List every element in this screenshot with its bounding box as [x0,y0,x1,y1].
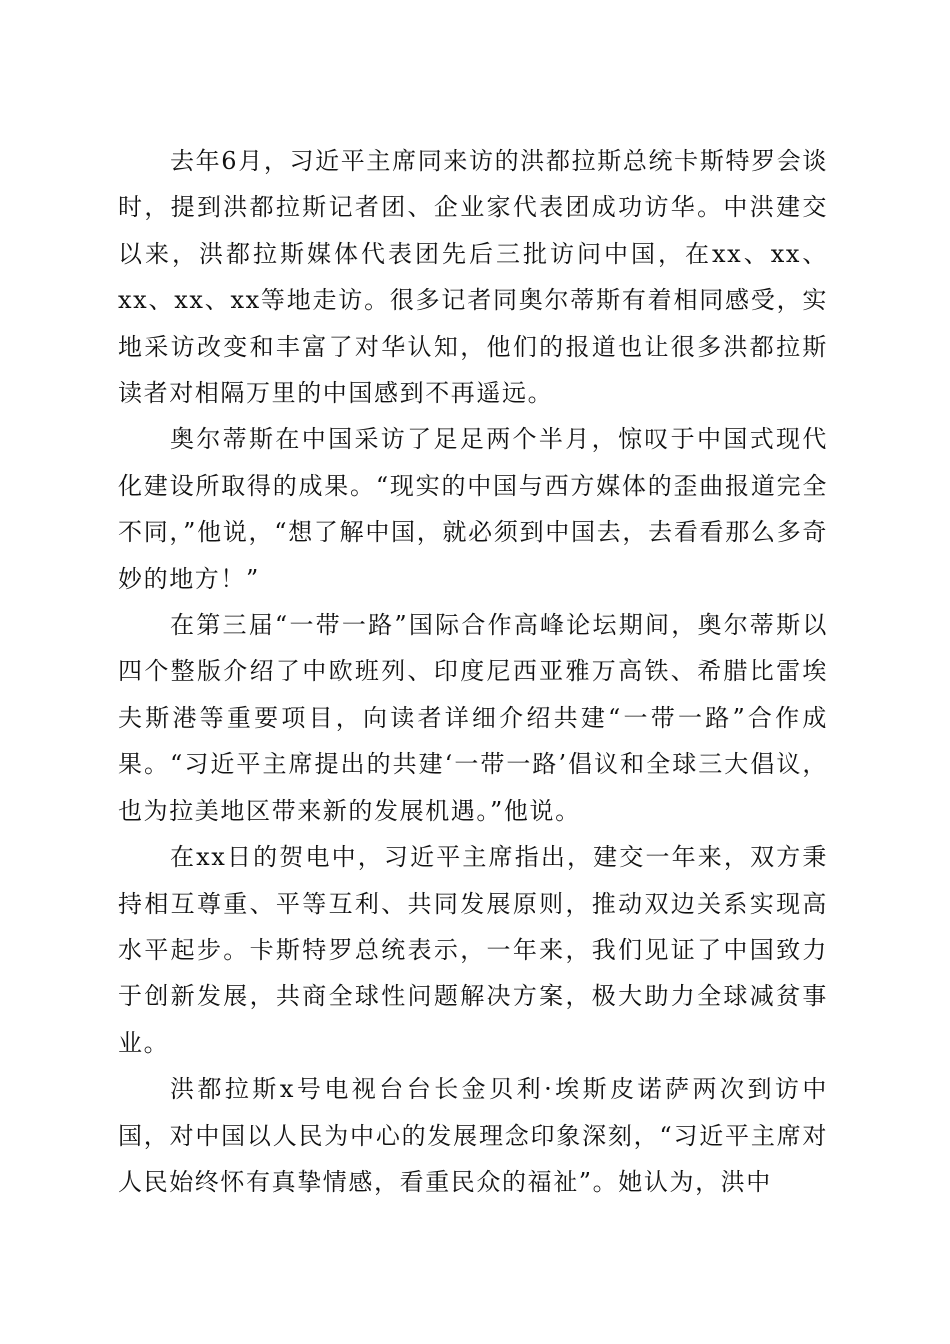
paragraph-3: 在第三届“一带一路”国际合作高峰论坛期间，奥尔蒂斯以四个整版介绍了中欧班列、印度尼西亚雅万高铁、希腊比雷埃夫斯港等重要项目，向读者详细介绍共建“一带一路”合作成果。“习近平主席提出的共建‘一带一路’倡议和全球三大倡议，也为拉美地区带来新的发展机遇。”他说。 [118,611,828,825]
paragraph-1: 去年6月，习近平主席同来访的洪都拉斯总统卡斯特罗会谈时，提到洪都拉斯记者团、企业家代表团成功访华。中洪建交以来，洪都拉斯媒体代表团先后三批访问中国，在xx、xx、xx、xx、xx等地走访。很多记者同奥尔蒂斯有着相同感受，实地采访改变和丰富了对华认知，他们的报道也让很多洪都拉斯读者对相隔万里的中国感到不再遥远。 [118,147,828,408]
paragraph-5: 洪都拉斯x号电视台台长金贝利·埃斯皮诺萨两次到访中国，对中国以人民为中心的发展理念印象深刻，“习近平主席对人民始终怀有真挚情感，看重民众的福祉”。她认为，洪中 [118,1075,828,1196]
paragraph-2: 奥尔蒂斯在中国采访了足足两个半月，惊叹于中国式现代化建设所取得的成果。“现实的中国与西方媒体的歪曲报道完全不同，”他说，“想了解中国，就必须到中国去，去看看那么多奇妙的地方！” [118,425,828,593]
paragraph-4: 在xx日的贺电中，习近平主席指出，建交一年来，双方秉持相互尊重、平等互利、共同发展原则，推动双边关系实现高水平起步。卡斯特罗总统表示，一年来，我们见证了中国致力于创新发展，共商全球性问题解决方案，极大助力全球减贫事业。 [118,843,828,1057]
article-body [118,138,828,1205]
